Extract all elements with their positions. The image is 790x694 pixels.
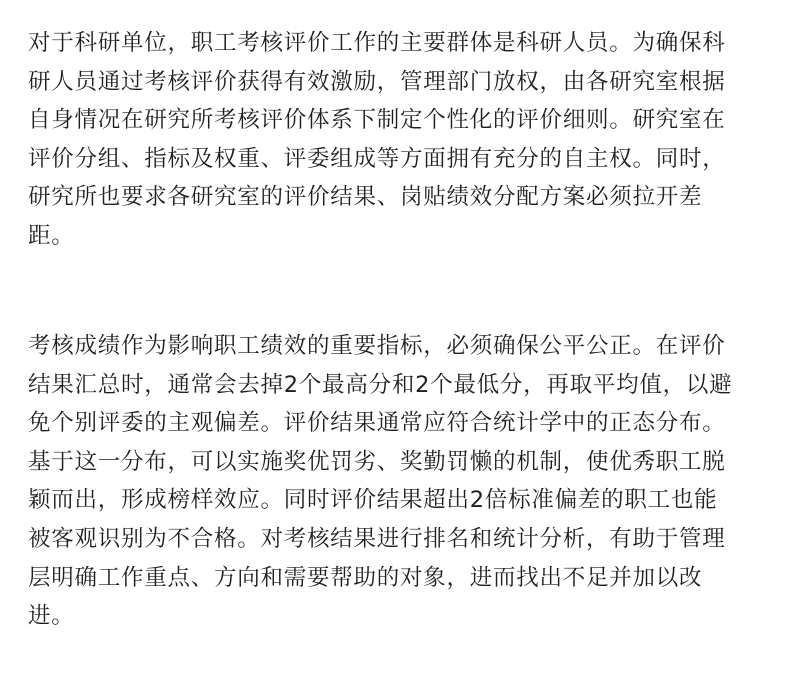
paragraph-line: 评价分组、指标及权重、评委组成等方面拥有充分的自主权。同时，	[28, 145, 726, 172]
paragraph-1	[28, 24, 726, 256]
paragraph-line: 距。	[28, 222, 75, 249]
paragraph-line: 层明确工作重点、方向和需要帮助的对象，进而找出不足并加以改	[28, 564, 703, 591]
paragraph-line: 对于科研单位，职工考核评价工作的主要群体是科研人员。为确保科	[28, 30, 726, 56]
paragraph-line: 自身情况在研究所考核评价体系下制定个性化的评价细则。研究室在	[28, 107, 726, 134]
paragraph-line: 免个别评委的主观偏差。评价结果通常应符合统计学中的正态分布。	[28, 410, 726, 437]
paragraph-line: 进。	[28, 603, 75, 630]
paragraph-line: 研人员通过考核评价获得有效激励，管理部门放权，由各研究室根据	[28, 68, 726, 95]
paragraph-line: 颖而出，形成榜样效应。同时评价结果超出2倍标准偏差的职工也能	[28, 487, 718, 514]
paragraph-line: 考核成绩作为影响职工绩效的重要指标，必须确保公平公正。在评价	[28, 333, 726, 359]
paragraph-line: 结果汇总时，通常会去掉2个最高分和2个最低分，再取平均值，以避	[28, 371, 733, 398]
paragraph-line: 基于这一分布，可以实施奖优罚劣、奖勤罚懒的机制，使优秀职工脱	[28, 448, 726, 475]
paragraph-2	[28, 327, 732, 636]
paragraph-line: 研究所也要求各研究室的评价结果、岗贴绩效分配方案必须拉开差	[28, 184, 703, 211]
paragraph-line: 被客观识别为不合格。对考核结果进行排名和统计分析，有助于管理	[28, 525, 726, 552]
